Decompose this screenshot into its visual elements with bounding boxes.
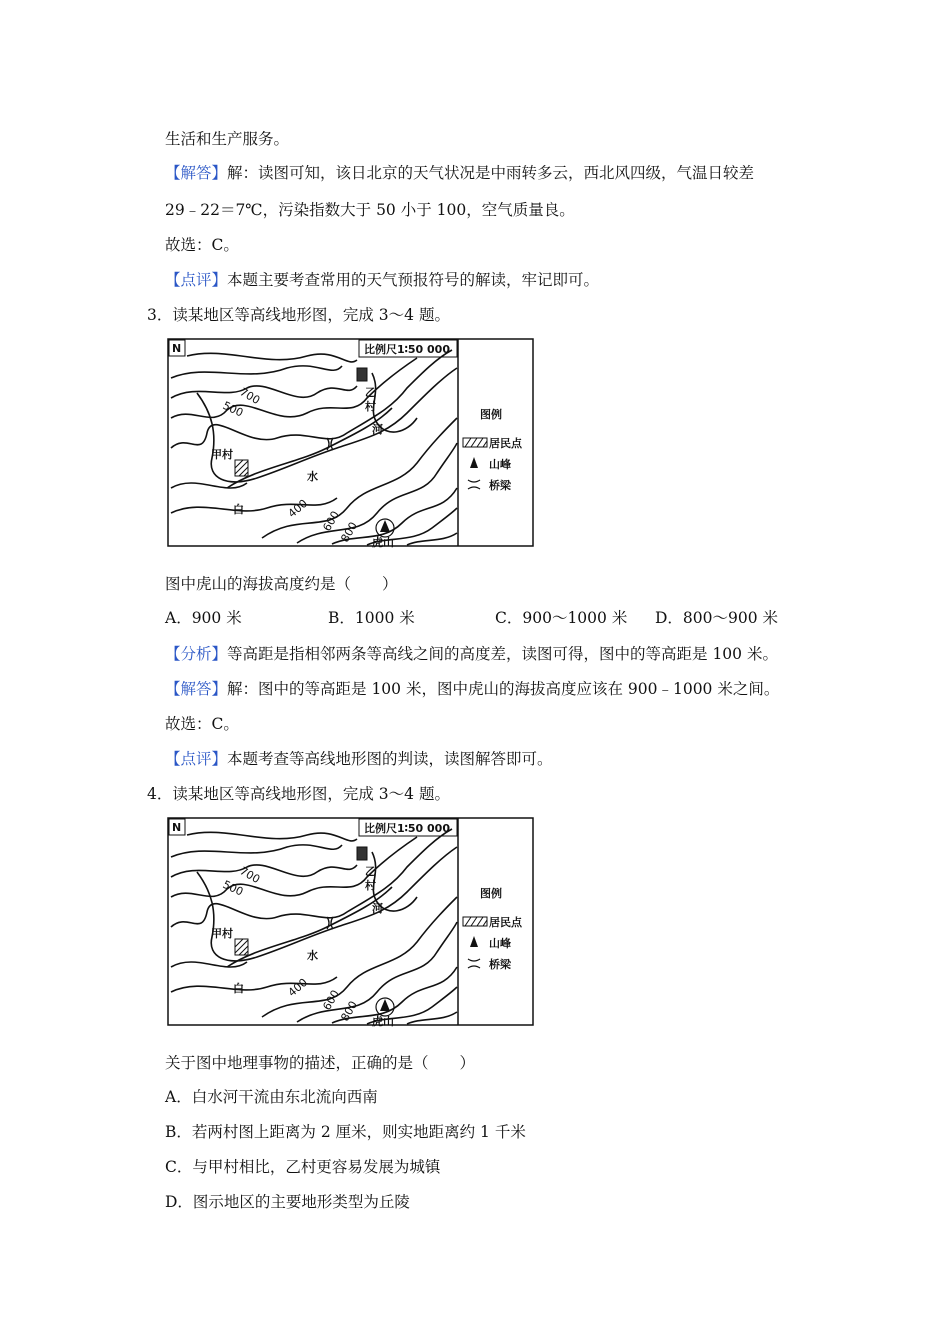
q3-question: 图中虎山的海拔高度约是（ ） bbox=[165, 575, 398, 593]
contour-label-600: 600 bbox=[320, 987, 343, 1013]
legend-residence: 居民点 bbox=[489, 916, 522, 929]
q3-option-a: A．900 米 bbox=[165, 609, 242, 627]
contour-label-800: 800 bbox=[338, 998, 361, 1024]
answer-tag: 【解答】 bbox=[165, 164, 228, 182]
comment-text: 本题主要考查常用的天气预报符号的解读，牢记即可。 bbox=[227, 271, 600, 289]
analysis-text: 等高距是指相邻两条等高线之间的高度差，读图可得，图中的等高距是 100 米。 bbox=[227, 645, 778, 663]
q4-question: 关于图中地理事物的描述，正确的是（ ） bbox=[165, 1054, 476, 1072]
contour-map-1 bbox=[167, 338, 535, 548]
q4-option-c: C．与甲村相比，乙村更容易发展为城镇 bbox=[165, 1158, 441, 1176]
q4-stem: 4．读某地区等高线地形图，完成 3～4 题。 bbox=[147, 785, 450, 803]
q3-option-c: C．900～1000 米 bbox=[495, 609, 628, 627]
river-shui-label: 水 bbox=[307, 470, 318, 483]
q3-option-b: B．1000 米 bbox=[328, 609, 415, 627]
q3-answer bbox=[165, 678, 779, 700]
contour-label-500: 500 bbox=[220, 877, 246, 899]
village-jia-label: 甲村 bbox=[211, 927, 233, 940]
q2-answer-line-1 bbox=[165, 162, 754, 184]
river-bai-label: 白 bbox=[233, 982, 244, 995]
q2-answer-line-2: 29﹣22＝7℃，污染指数大于 50 小于 100，空气质量良。 bbox=[165, 201, 575, 219]
comment-tag: 【点评】 bbox=[165, 750, 228, 768]
village-yi-label-1: 乙 bbox=[365, 386, 376, 399]
legend-title: 图例 bbox=[480, 887, 502, 900]
legend-residence: 居民点 bbox=[489, 437, 522, 450]
village-yi-label-2: 村 bbox=[365, 879, 376, 892]
q3-option-d: D．800～900 米 bbox=[655, 609, 779, 627]
contour-label-400: 400 bbox=[285, 496, 311, 521]
legend-peak: 山峰 bbox=[489, 458, 511, 471]
legend-title: 图例 bbox=[480, 408, 502, 421]
north-arrow: N bbox=[172, 821, 182, 834]
q3-choice: 故选：C。 bbox=[165, 715, 239, 733]
river-he-label: 河 bbox=[372, 423, 383, 436]
village-yi-label-2: 村 bbox=[365, 400, 376, 413]
q4-option-b: B．若两村图上距离为 2 厘米，则实地距离约 1 千米 bbox=[165, 1123, 526, 1141]
contour-label-500: 500 bbox=[220, 398, 246, 420]
q4-option-d: D．图示地区的主要地形类型为丘陵 bbox=[165, 1193, 410, 1211]
contour-label-400: 400 bbox=[285, 975, 311, 1000]
river-bai-label: 白 bbox=[233, 503, 244, 516]
q3-analysis bbox=[165, 643, 778, 665]
village-yi-label-1: 乙 bbox=[365, 865, 376, 878]
comment-tag: 【点评】 bbox=[165, 271, 228, 289]
scale-text: 比例尺1∶50 000 bbox=[364, 343, 450, 356]
legend-peak: 山峰 bbox=[489, 937, 511, 950]
legend-bridge: 桥梁 bbox=[489, 958, 511, 971]
peak-label: 虎山 bbox=[372, 1015, 394, 1027]
q2-continuation: 生活和生产服务。 bbox=[165, 130, 290, 148]
peak-label: 虎山 bbox=[372, 536, 394, 548]
q2-comment bbox=[165, 269, 599, 291]
contour-label-700: 700 bbox=[237, 385, 263, 408]
q3-comment bbox=[165, 748, 553, 770]
contour-map-2 bbox=[167, 817, 535, 1027]
legend-bridge: 桥梁 bbox=[489, 479, 511, 492]
q4-option-a: A．白水河干流由东北流向西南 bbox=[165, 1088, 378, 1106]
comment-text: 本题考查等高线地形图的判读，读图解答即可。 bbox=[227, 750, 553, 768]
north-arrow: N bbox=[172, 342, 182, 355]
answer-text: 解：读图可知，该日北京的天气状况是中雨转多云，西北风四级，气温日较差 bbox=[227, 164, 755, 182]
analysis-tag: 【分析】 bbox=[165, 645, 228, 663]
river-shui-label: 水 bbox=[307, 949, 318, 962]
q3-stem: 3．读某地区等高线地形图，完成 3～4 题。 bbox=[147, 306, 450, 324]
scale-text: 比例尺1∶50 000 bbox=[364, 822, 450, 835]
contour-label-700: 700 bbox=[237, 864, 263, 887]
answer-text: 解：图中的等高距是 100 米，图中虎山的海拔高度应该在 900﹣1000 米之间。 bbox=[227, 680, 780, 698]
q2-choice: 故选：C。 bbox=[165, 236, 239, 254]
contour-label-800: 800 bbox=[338, 519, 361, 545]
contour-label-600: 600 bbox=[320, 508, 343, 534]
village-jia-label: 甲村 bbox=[211, 448, 233, 461]
river-he-label: 河 bbox=[372, 902, 383, 915]
answer-tag: 【解答】 bbox=[165, 680, 228, 698]
